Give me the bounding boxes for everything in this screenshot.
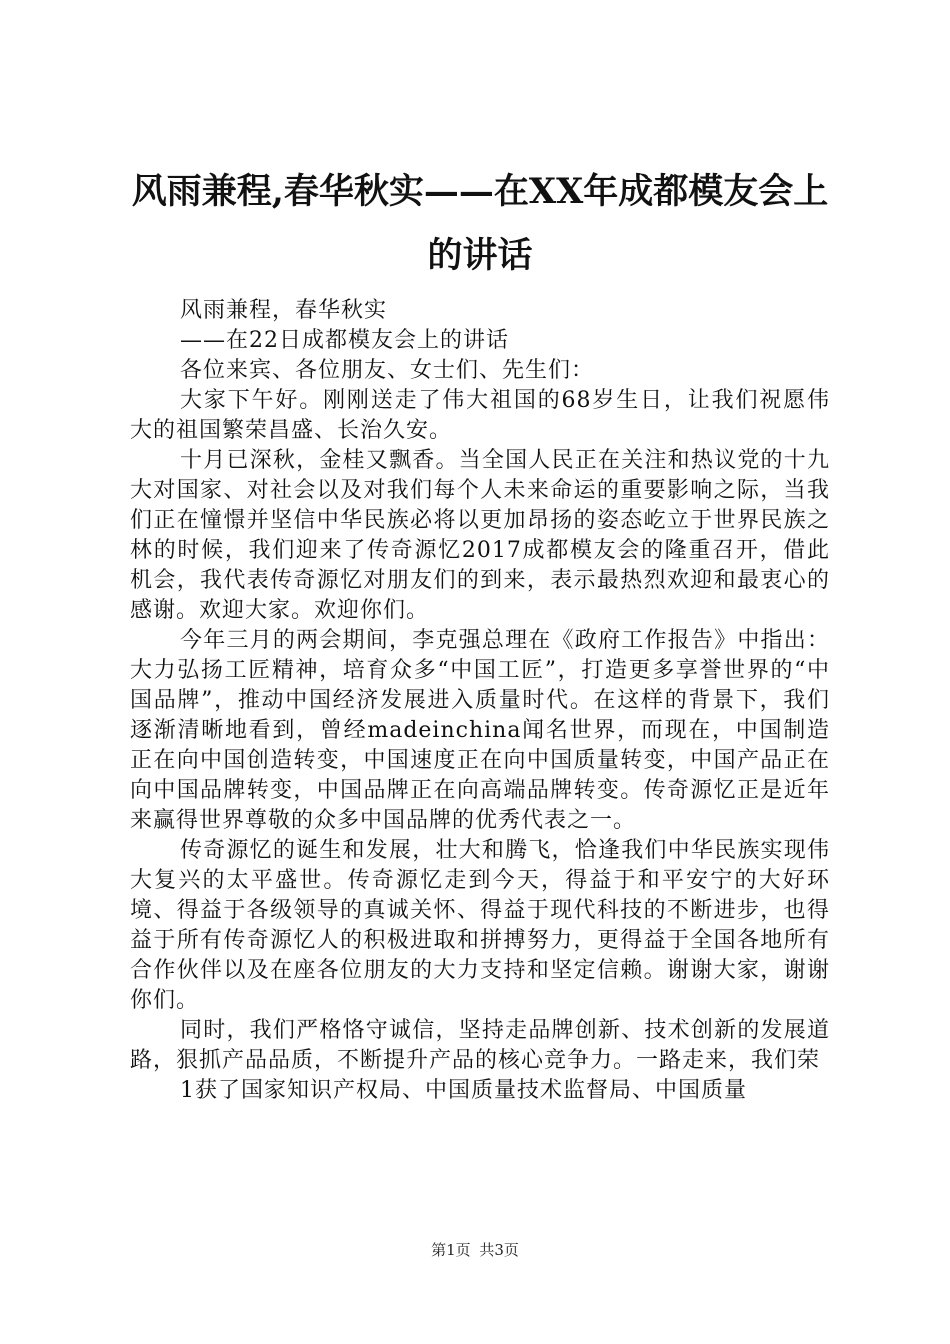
page-total: 共3页 <box>479 1241 519 1259</box>
salutation: 各位来宾、各位朋友、女士们、先生们： <box>180 358 595 383</box>
document-body <box>130 296 830 1106</box>
paragraph: 今年三月的两会期间，李克强总理在《政府工作报告》中指出：大力弘扬工匠精神，培育众多“中国工匠”，打造更多享誉世界的“中国品牌”，推动中国经济发展进入质量时代。在这样的背景下，我们逐渐清晰地看到，曾经madeinchina闻名世界，而现在，中国制造正在向中国创造转变，中国速度正在向中国质量转变，中国产品正在向中国品牌转变，中国品牌正在向高端品牌转变。传奇源忆正是近年来赢得世界尊敬的众多中国品牌的优秀代表之一。 <box>130 628 830 833</box>
title-line-2: 的讲话 <box>427 235 533 276</box>
subtitle-line: 风雨兼程，春华秋实 <box>180 298 388 323</box>
paragraph: 十月已深秋，金桂又飘香。当全国人民正在关注和热议党的十九大对国家、对社会以及对我们每个人未来命运的重要影响之际，当我们正在憧憬并坚信中华民族必将以更加昂扬的姿态屹立于世界民族之林的时候，我们迎来了传奇源忆2017成都模友会的隆重召开，借此机会，我代表传奇源忆对朋友们的到来，表示最热烈欢迎和最衷心的感谢。欢迎大家。欢迎你们。 <box>130 448 830 623</box>
paragraph: 1获了国家知识产权局、中国质量技术监督局、中国质量 <box>180 1078 747 1103</box>
page-footer <box>0 1240 950 1260</box>
paragraph: 同时，我们严格恪守诚信，坚持走品牌创新、技术创新的发展道路，狠抓产品品质，不断提升产品的核心竞争力。一路走来，我们荣 <box>130 1018 830 1073</box>
subtitle-line: ——在22日成都模友会上的讲话 <box>180 328 509 353</box>
paragraph: 传奇源忆的诞生和发展，壮大和腾飞，恰逢我们中华民族实现伟大复兴的太平盛世。传奇源忆走到今天，得益于和平安宁的大好环境、得益于各级领导的真诚关怀、得益于现代科技的不断进步，也得益于所有传奇源忆人的积极进取和拼搏努力，更得益于全国各地所有合作伙伴以及在座各位朋友的大力支持和坚定信赖。谢谢大家，谢谢你们。 <box>130 838 830 1013</box>
paragraph: 大家下午好。刚刚送走了伟大祖国的68岁生日，让我们祝愿伟大的祖国繁荣昌盛、长治久安。 <box>130 388 830 443</box>
document-title <box>100 160 860 288</box>
page-number: 第1页 <box>431 1241 471 1259</box>
title-line-1: 风雨兼程,春华秋实——在XX年成都模友会上 <box>131 171 829 212</box>
